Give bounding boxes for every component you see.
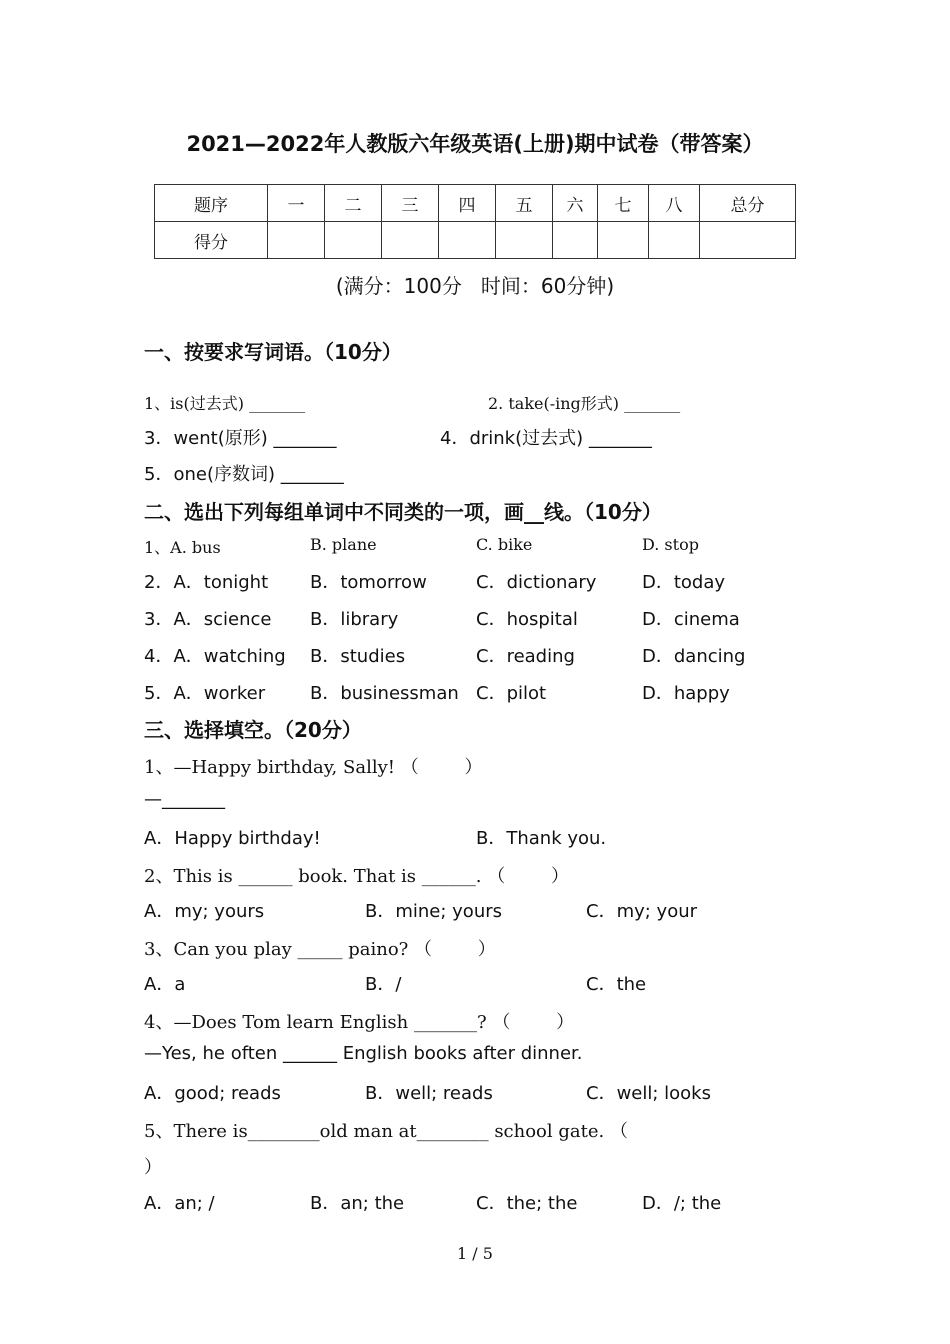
option-text: A．Happy birthday! <box>144 828 321 849</box>
option-text: D．/; the <box>642 1193 722 1214</box>
question-text: 4、—Does Tom learn English _______? （ ） <box>144 1012 575 1033</box>
option-text: B. plane <box>310 535 377 554</box>
option-text: B．/ <box>365 974 402 995</box>
section-heading: 二、选出下列每组单词中不同类的一项，画__线。（10分） <box>144 500 662 524</box>
table-cell: 六 <box>553 185 598 222</box>
score-cell[interactable] <box>268 222 325 259</box>
score-table <box>154 184 796 259</box>
table-cell: 八 <box>649 185 700 222</box>
option-text: B．studies <box>310 646 406 667</box>
option-text: C．dictionary <box>476 572 597 593</box>
score-cell[interactable] <box>382 222 439 259</box>
table-cell: 题序 <box>155 185 268 222</box>
score-cell[interactable] <box>439 222 496 259</box>
question-text: 2、This is ______ book. That is ______. （ ） <box>144 866 569 887</box>
question-text: 1、is(过去式) _______ <box>144 394 306 413</box>
option-text: C. bike <box>476 535 533 554</box>
question-text: 5．one(序数词) _______ <box>144 464 344 485</box>
table-cell: 总分 <box>700 185 796 222</box>
question-text: 5、There is________old man at________ school gate. （ <box>144 1121 628 1142</box>
option-text: C．the <box>586 974 647 995</box>
option-text: 4．A．watching <box>144 646 286 667</box>
question-text: ） <box>144 1157 162 1178</box>
option-text: A．an; / <box>144 1193 215 1214</box>
question-text: —Yes, he often ______ English books after dinner. <box>144 1043 583 1064</box>
option-text: 5．A．worker <box>144 683 266 704</box>
option-text: C．well; looks <box>586 1083 711 1104</box>
option-text: B．mine; yours <box>365 901 503 922</box>
table-cell: 四 <box>439 185 496 222</box>
question-text: 3、Can you play _____ paino? （ ） <box>144 939 496 960</box>
option-text: 2．A．tonight <box>144 572 269 593</box>
option-text: A．a <box>144 974 186 995</box>
table-cell: 一 <box>268 185 325 222</box>
score-cell[interactable] <box>649 222 700 259</box>
question-text: 1、—Happy birthday, Sally! （ ） <box>144 757 483 778</box>
section-heading: 三、选择填空。（20分） <box>144 718 362 742</box>
page-title: 2021—2022年人教版六年级英语(上册)期中试卷（带答案） <box>186 132 764 156</box>
option-text: A．my; yours <box>144 901 265 922</box>
option-text: B．Thank you. <box>476 828 607 849</box>
option-text: C．reading <box>476 646 575 667</box>
exam-meta: (满分：100分 时间：60分钟) <box>335 274 615 298</box>
table-cell: 得分 <box>155 222 268 259</box>
table-cell: 二 <box>325 185 382 222</box>
score-cell[interactable] <box>700 222 796 259</box>
option-text: B．tomorrow <box>310 572 427 593</box>
option-text: B．an; the <box>310 1193 405 1214</box>
option-text: B．library <box>310 609 399 630</box>
score-cell[interactable] <box>598 222 649 259</box>
option-text: D. stop <box>642 535 699 554</box>
question-text: 3．went(原形) _______ <box>144 428 337 449</box>
question-text: 2. take(-ing形式) _______ <box>488 394 681 413</box>
question-text: 4．drink(过去式) _______ <box>440 428 652 449</box>
question-text: —_______ <box>144 789 225 810</box>
option-text: C．hospital <box>476 609 578 630</box>
score-table-score-row <box>155 222 796 259</box>
option-text: C．my; your <box>586 901 698 922</box>
score-cell[interactable] <box>553 222 598 259</box>
score-cell[interactable] <box>325 222 382 259</box>
page-number: 1 / 5 <box>457 1244 493 1263</box>
option-text: C．pilot <box>476 683 547 704</box>
score-cell[interactable] <box>496 222 553 259</box>
option-text: D．happy <box>642 683 730 704</box>
option-text: 1、A. bus <box>144 538 221 557</box>
table-cell: 三 <box>382 185 439 222</box>
section-heading: 一、按要求写词语。（10分） <box>144 340 402 364</box>
option-text: B．businessman <box>310 683 459 704</box>
option-text: 3．A．science <box>144 609 272 630</box>
option-text: D．dancing <box>642 646 746 667</box>
option-text: A．good; reads <box>144 1083 281 1104</box>
option-text: C．the; the <box>476 1193 578 1214</box>
table-cell: 五 <box>496 185 553 222</box>
score-table-header-row <box>155 185 796 222</box>
option-text: B．well; reads <box>365 1083 493 1104</box>
option-text: D．cinema <box>642 609 740 630</box>
option-text: D．today <box>642 572 726 593</box>
table-cell: 七 <box>598 185 649 222</box>
